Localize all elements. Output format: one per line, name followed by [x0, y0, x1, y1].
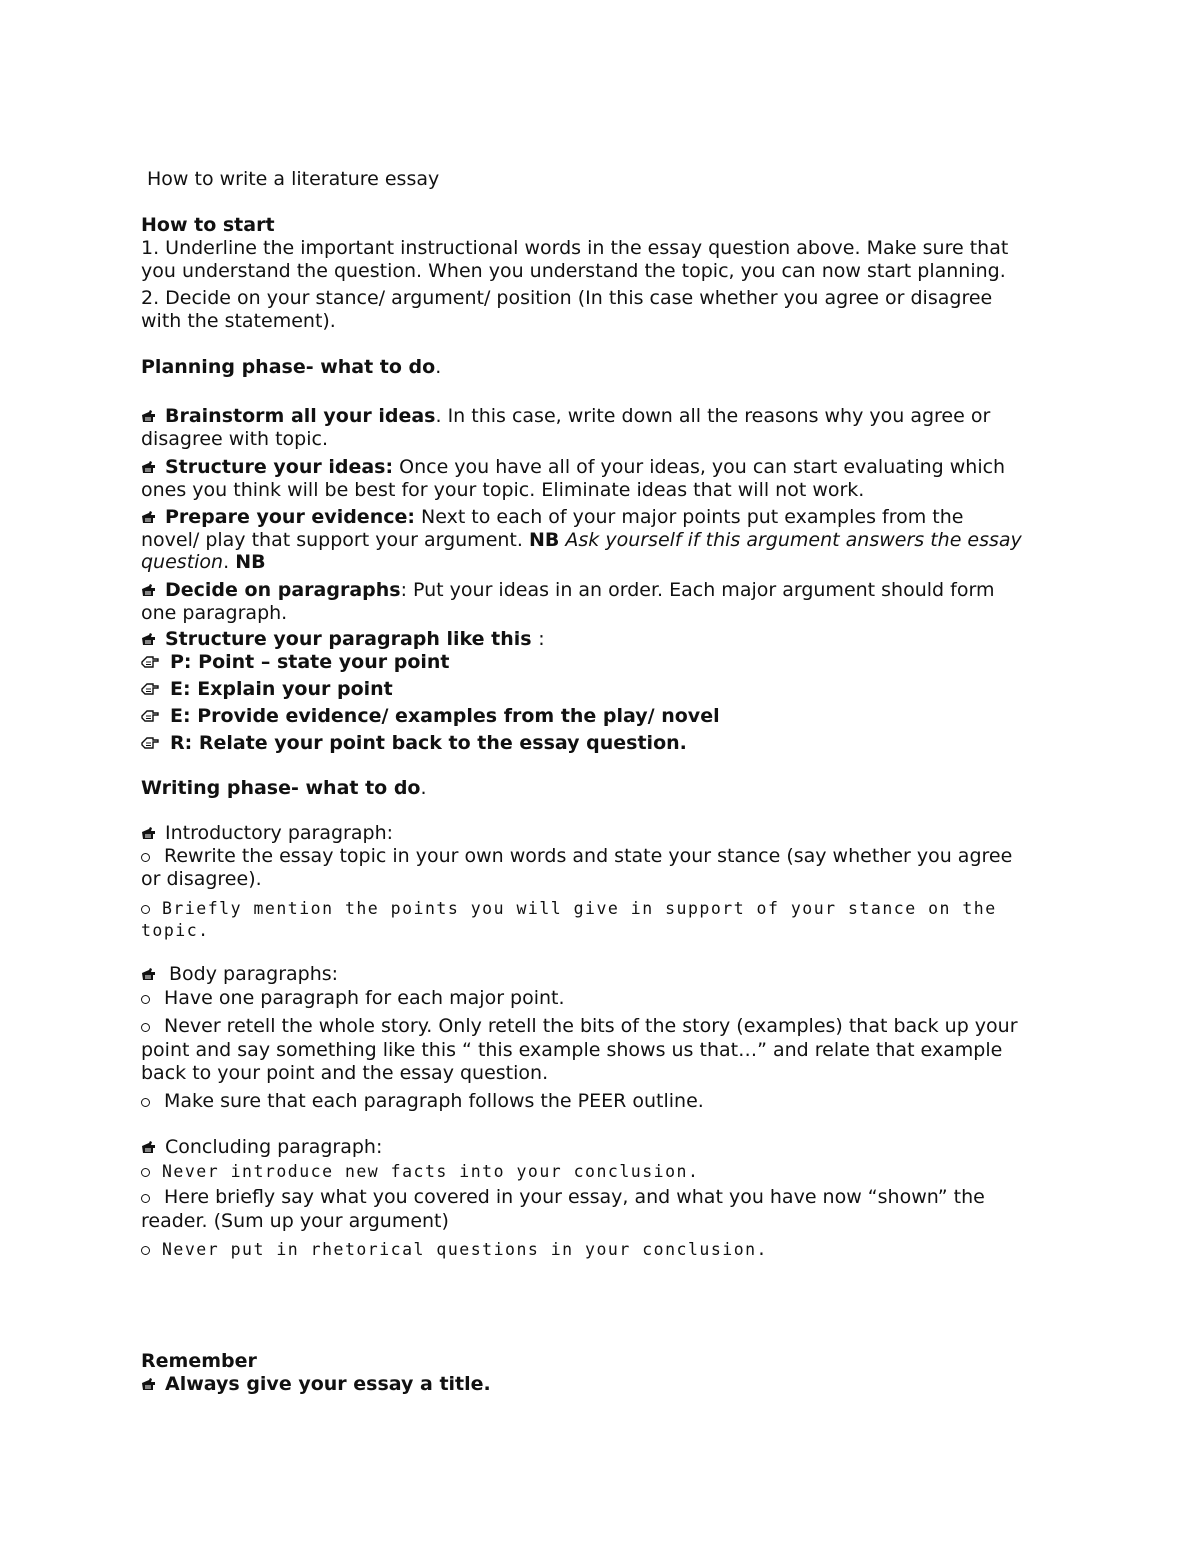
evidence-italic-end: question [141, 551, 224, 573]
nb-marker: NB [235, 551, 266, 573]
paragraphs-item [141, 579, 994, 602]
brainstorm-rest: . In this case, write down all the reasons why you agree or [435, 405, 991, 427]
writing-hand-icon [141, 1377, 156, 1391]
evidence-period: . [223, 551, 236, 573]
paragraphs-rest: : Put your ideas in an order. Each major argument should form [400, 579, 995, 601]
writing-hand-icon [141, 826, 156, 840]
evidence-italic: Ask yourself if this argument answers the essay [559, 529, 1022, 551]
brainstorm-cont: disagree with topic. [141, 428, 329, 450]
peer-r-text: R: Relate your point back to the essay question. [170, 732, 687, 754]
structure-bold: Structure your ideas: [165, 456, 394, 478]
body-label-text: Body paragraphs: [169, 963, 339, 985]
peer-bold: Structure your paragraph like this [165, 628, 539, 650]
peer-e1-text: E: Explain your point [170, 678, 393, 700]
circle-o-marker [141, 1098, 150, 1107]
conclusion-point-1 [141, 1160, 699, 1183]
document-title: How to write a literature essay [147, 168, 440, 190]
peer-e2-text: E: Provide evidence/ examples from the play/ novel [170, 705, 720, 727]
evidence-rest: Next to each of your major points put examples from the [414, 506, 964, 528]
pointing-hand-icon [141, 708, 159, 723]
conclusion-point-2-cont: reader. (Sum up your argument) [141, 1210, 449, 1232]
writing-hand-icon [141, 510, 156, 524]
writing-hand-icon [141, 632, 156, 646]
conclusion-point-2 [141, 1186, 985, 1209]
step-1-line-2: you understand the question. When you understand the topic, you can now start planning. [141, 260, 1006, 282]
circle-o-marker [141, 995, 150, 1004]
remember-item [141, 1373, 491, 1396]
circle-o-marker [141, 1168, 150, 1177]
peer-p-text: P: Point – state your point [170, 651, 450, 673]
step-1-line-1: 1. Underline the important instructional words in the essay question above. Make sure that [141, 237, 1009, 259]
body-point-2-cont-2: back to your point and the essay question. [141, 1062, 549, 1084]
planning-heading [141, 356, 441, 379]
writing-hand-icon [141, 583, 156, 597]
intro-point-1-cont: or disagree). [141, 868, 262, 890]
body-1-text: Have one paragraph for each major point. [164, 987, 565, 1009]
paragraphs-cont: one paragraph. [141, 602, 288, 624]
intro-point-2 [141, 897, 997, 920]
evidence-cont-text: novel/ play that support your argument. [141, 529, 529, 551]
body-point-3 [141, 1090, 704, 1113]
intro-1-text: Rewrite the essay topic in your own words and state your stance (say whether you agree [164, 845, 1013, 867]
circle-o-marker [141, 1194, 150, 1203]
circle-o-marker [141, 1246, 150, 1255]
conclusion-label [141, 1136, 382, 1159]
peer-explain [141, 678, 393, 701]
pointing-hand-icon [141, 681, 159, 696]
writing-hand-icon [141, 1140, 156, 1154]
body-point-2 [141, 1015, 1018, 1038]
intro-point-1 [141, 845, 1012, 868]
evidence-cont-1 [141, 529, 1022, 552]
nb-marker: NB [528, 529, 560, 551]
body-3-text: Make sure that each paragraph follows the PEER outline. [164, 1090, 704, 1112]
planning-heading-end: . [435, 356, 442, 378]
structure-cont: ones you think will be best for your topic. Eliminate ideas that will not work. [141, 479, 865, 501]
conc-2-text: Here briefly say what you covered in your essay, and what you have now “shown” the [164, 1186, 985, 1208]
peer-evidence [141, 705, 720, 728]
paragraphs-bold: Decide on paragraphs [165, 579, 401, 601]
intro-label-text: Introductory paragraph: [165, 822, 394, 844]
structure-rest: Once you have all of your ideas, you can start evaluating which [393, 456, 1006, 478]
step-2-line-1: 2. Decide on your stance/ argument/ position (In this case whether you agree or disagree [141, 287, 993, 309]
brainstorm-bold: Brainstorm all your ideas [165, 405, 436, 427]
how-to-start-heading: How to start [141, 214, 275, 236]
peer-item [141, 628, 545, 651]
circle-o-marker [141, 905, 150, 914]
circle-o-marker [141, 1023, 150, 1032]
body-2-text: Never retell the whole story. Only retell the bits of the story (examples) that back up your [164, 1015, 1018, 1037]
remember-heading: Remember [141, 1350, 257, 1372]
writing-hand-icon [141, 460, 156, 474]
body-point-2-cont-1: point and say something like this “ this example shows us that…” and relate that example [141, 1039, 1003, 1061]
step-2-line-2: with the statement). [141, 310, 336, 332]
remember-item-text: Always give your essay a title. [165, 1373, 491, 1395]
structure-ideas-item [141, 456, 1005, 479]
conclusion-point-3 [141, 1238, 768, 1261]
intro-point-2-cont: topic. [141, 921, 210, 940]
writing-hand-icon [141, 409, 156, 423]
intro-label [141, 822, 393, 845]
pointing-hand-icon [141, 735, 159, 750]
body-point-1 [141, 987, 565, 1010]
conclusion-label-text: Concluding paragraph: [165, 1136, 383, 1158]
planning-heading-text: Planning phase- what to do [141, 356, 436, 378]
body-label [141, 963, 338, 986]
writing-hand-icon [141, 967, 156, 981]
evidence-cont-2 [141, 551, 266, 574]
peer-rest: : [538, 628, 545, 650]
writing-heading [141, 777, 427, 800]
writing-heading-end: . [420, 777, 427, 799]
pointing-hand-icon [141, 654, 159, 669]
evidence-bold: Prepare your evidence: [165, 506, 415, 528]
intro-2-text: Briefly mention the points you will give in support of your stance on the [162, 899, 997, 918]
peer-relate [141, 732, 687, 755]
evidence-item [141, 506, 963, 529]
brainstorm-item [141, 405, 990, 428]
conc-1-text: Never introduce new facts into your conclusion. [162, 1162, 700, 1181]
peer-point [141, 651, 450, 674]
circle-o-marker [141, 853, 150, 862]
conc-3-text: Never put in rhetorical questions in your conclusion. [162, 1240, 768, 1259]
writing-heading-text: Writing phase- what to do [141, 777, 421, 799]
